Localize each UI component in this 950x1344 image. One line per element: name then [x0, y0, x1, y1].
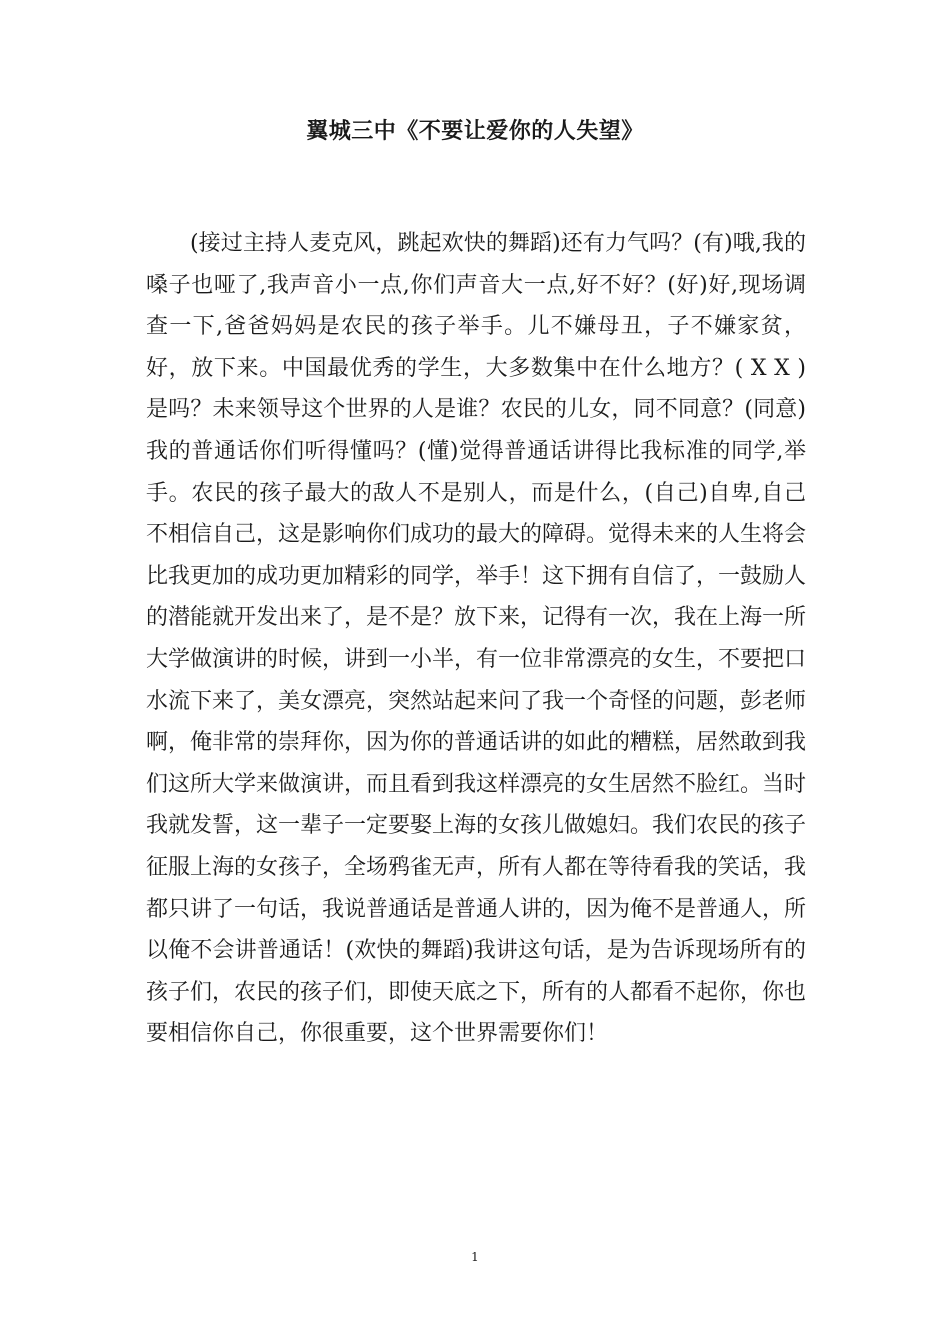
page-number: 1 [471, 1250, 479, 1264]
body-paragraph: (接过主持人麦克风，跳起欢快的舞蹈)还有力气吗？(有)哦,我的嗓子也哑了,我声音小一点,你们声音大一点,好不好？(好)好,现场调查一下,爸爸妈妈是农民的孩子举手。儿不嫌母丑，子不嫌家贫，好，放下来。中国最优秀的学生，大多数集中在什么地方？( X X )是吗？未来领导这个世界的人是谁？农民的儿女，同不同意？(同意)我的普通话你们听得懂吗？(懂)觉得普通话讲得比我标准的同学,举手。农民的孩子最大的敌人不是别人，而是什么，(自己)自卑,自己不相信自己，这是影响你们成功的最大的障碍。觉得未来的人生将会比我更加的成功更加精彩的同学，举手！这下拥有自信了，一鼓励人的潜能就开发出来了，是不是？放下来，记得有一次，我在上海一所大学做演讲的时候，讲到一小半，有一位非常漂亮的女生，不要把口水流下来了，美女漂亮，突然站起来问了我一个奇怪的问题，彭老师啊，俺非常的崇拜你，因为你的普通话讲的如此的糟糕，居然敢到我们这所大学来做演讲，而且看到我这样漂亮的女生居然不脸红。当时我就发誓，这一辈子一定要娶上海的女孩儿做媳妇。我们农民的孩子征服上海的女孩子，全场鸦雀无声，所有人都在等待看我的笑话，我都只讲了一句话，我说普通话是普通人讲的，因为俺不是普通人，所以俺不会讲普通话！(欢快的舞蹈)我讲这句话，是为告诉现场所有的孩子们，农民的孩子们，即使天底之下，所有的人都看不起你，你也要相信你自己，你很重要，这个世界需要你们！ [146, 231, 807, 1047]
document-title: 翼城三中《不要让爱你的人失望》 [306, 119, 644, 144]
